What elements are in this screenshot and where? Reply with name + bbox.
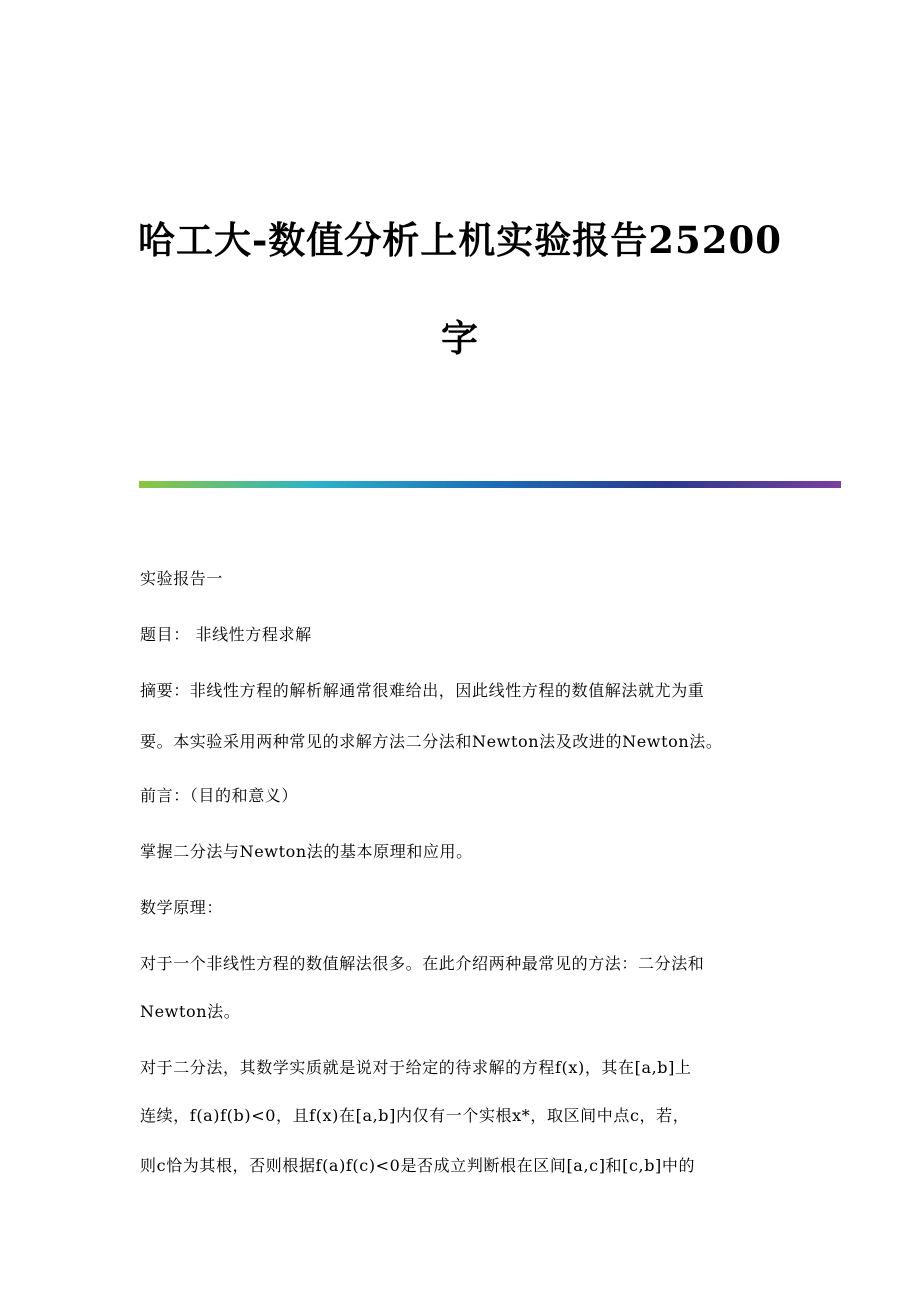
text-line-abstract-1: 摘要：非线性方程的解析解通常很难给出，因此线性方程的数值解法就尤为重 (140, 681, 705, 700)
text-line-preface: 前言：（目的和意义） (140, 786, 299, 805)
document-title-line2: 字 (441, 316, 479, 360)
text-line-topic: 题目： 非线性方程求解 (140, 625, 312, 644)
text-line-purpose: 掌握二分法与Newton法的基本原理和应用。 (140, 842, 473, 861)
text-line-math-principle: 数学原理： (140, 898, 224, 917)
text-line-methods-1: 对于一个非线性方程的数值解法很多。在此介绍两种最常见的方法：二分法和 (140, 954, 705, 973)
text-line-bisection-3: 则c恰为其根，否则根据f(a)f(c)<0是否成立判断根在区间[a,c]和[c,b]中的 (140, 1156, 696, 1175)
text-line-bisection-2: 连续，f(a)f(b)<0，且f(x)在[a,b]内仅有一个实根x*，取区间中点c，若， (140, 1106, 690, 1125)
gradient-divider (139, 481, 841, 488)
text-line-report-heading: 实验报告一 (140, 569, 224, 588)
text-line-bisection-1: 对于二分法，其数学实质就是说对于给定的待求解的方程f(x)，其在[a,b]上 (140, 1058, 692, 1077)
text-line-methods-2: Newton法。 (140, 1002, 241, 1021)
document-title-line1: 哈工大-数值分析上机实验报告25200 (137, 218, 783, 262)
text-line-abstract-2: 要。本实验采用两种常见的求解方法二分法和Newton法及改进的Newton法。 (140, 732, 723, 751)
